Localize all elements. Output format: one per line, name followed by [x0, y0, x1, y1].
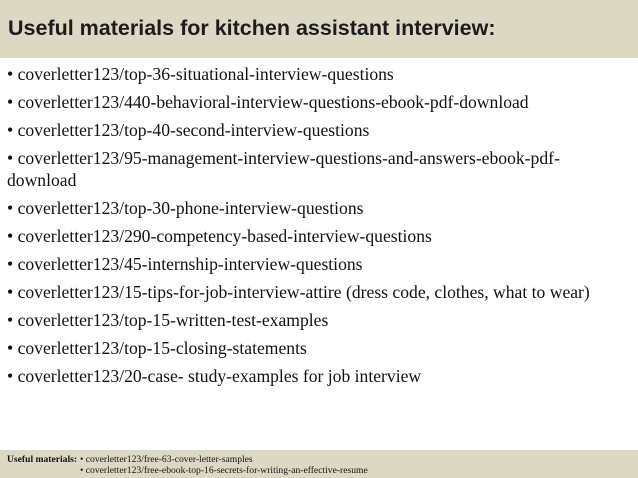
- material-link[interactable]: coverletter123/top-40-second-interview-questions: [17, 120, 370, 140]
- footer-link[interactable]: coverletter123/free-63-cover-letter-samples: [85, 454, 253, 465]
- bullet-icon: •: [7, 92, 14, 112]
- material-link[interactable]: coverletter123/45-internship-interview-questions: [17, 254, 363, 274]
- material-link[interactable]: coverletter123/290-competency-based-interview-questions: [17, 226, 432, 246]
- bullet-icon: •: [7, 148, 14, 168]
- list-item: [7, 253, 627, 275]
- material-link[interactable]: coverletter123/top-30-phone-interview-questions: [17, 198, 364, 218]
- list-item: [7, 63, 627, 85]
- bullet-icon: •: [7, 120, 14, 140]
- footer-link-item: [80, 465, 368, 476]
- list-item: [7, 365, 627, 387]
- material-link[interactable]: coverletter123/15-tips-for-job-interview-attire (dress code, clothes, what to wear): [17, 282, 590, 302]
- materials-list: [7, 63, 627, 393]
- material-link[interactable]: coverletter123/top-15-written-test-examples: [17, 310, 329, 330]
- footer-links: [80, 454, 368, 476]
- bullet-icon: •: [7, 310, 14, 330]
- list-item: [7, 119, 627, 141]
- material-link[interactable]: coverletter123/top-36-situational-interview-questions: [17, 64, 394, 84]
- list-item: [7, 281, 627, 303]
- bullet-icon: •: [80, 465, 84, 476]
- list-item: [7, 197, 627, 219]
- list-item: [7, 91, 627, 113]
- bullet-icon: •: [7, 366, 14, 386]
- header-bar: [0, 0, 638, 58]
- footer-link[interactable]: coverletter123/free-ebook-top-16-secrets-for-writing-an-effective-resume: [85, 465, 368, 476]
- page-title: Useful materials for kitchen assistant interview:: [8, 16, 496, 40]
- material-link[interactable]: coverletter123/top-15-closing-statements: [17, 338, 307, 358]
- footer-bar: [0, 450, 638, 478]
- material-link[interactable]: coverletter123/95-management-interview-questions-and-answers-ebook-pdf-download: [7, 148, 560, 190]
- list-item: [7, 225, 627, 247]
- list-item: [7, 337, 627, 359]
- list-item: [7, 309, 627, 331]
- bullet-icon: •: [7, 198, 14, 218]
- footer-label: Useful materials:: [7, 454, 78, 465]
- bullet-icon: •: [7, 226, 14, 246]
- bullet-icon: •: [80, 454, 84, 465]
- material-link[interactable]: coverletter123/440-behavioral-interview-questions-ebook-pdf-download: [17, 92, 529, 112]
- footer-link-item: [80, 454, 368, 465]
- bullet-icon: •: [7, 64, 14, 84]
- bullet-icon: •: [7, 338, 14, 358]
- list-item: [7, 147, 627, 191]
- bullet-icon: •: [7, 254, 14, 274]
- bullet-icon: •: [7, 282, 14, 302]
- material-link[interactable]: coverletter123/20-case- study-examples for job interview: [17, 366, 422, 386]
